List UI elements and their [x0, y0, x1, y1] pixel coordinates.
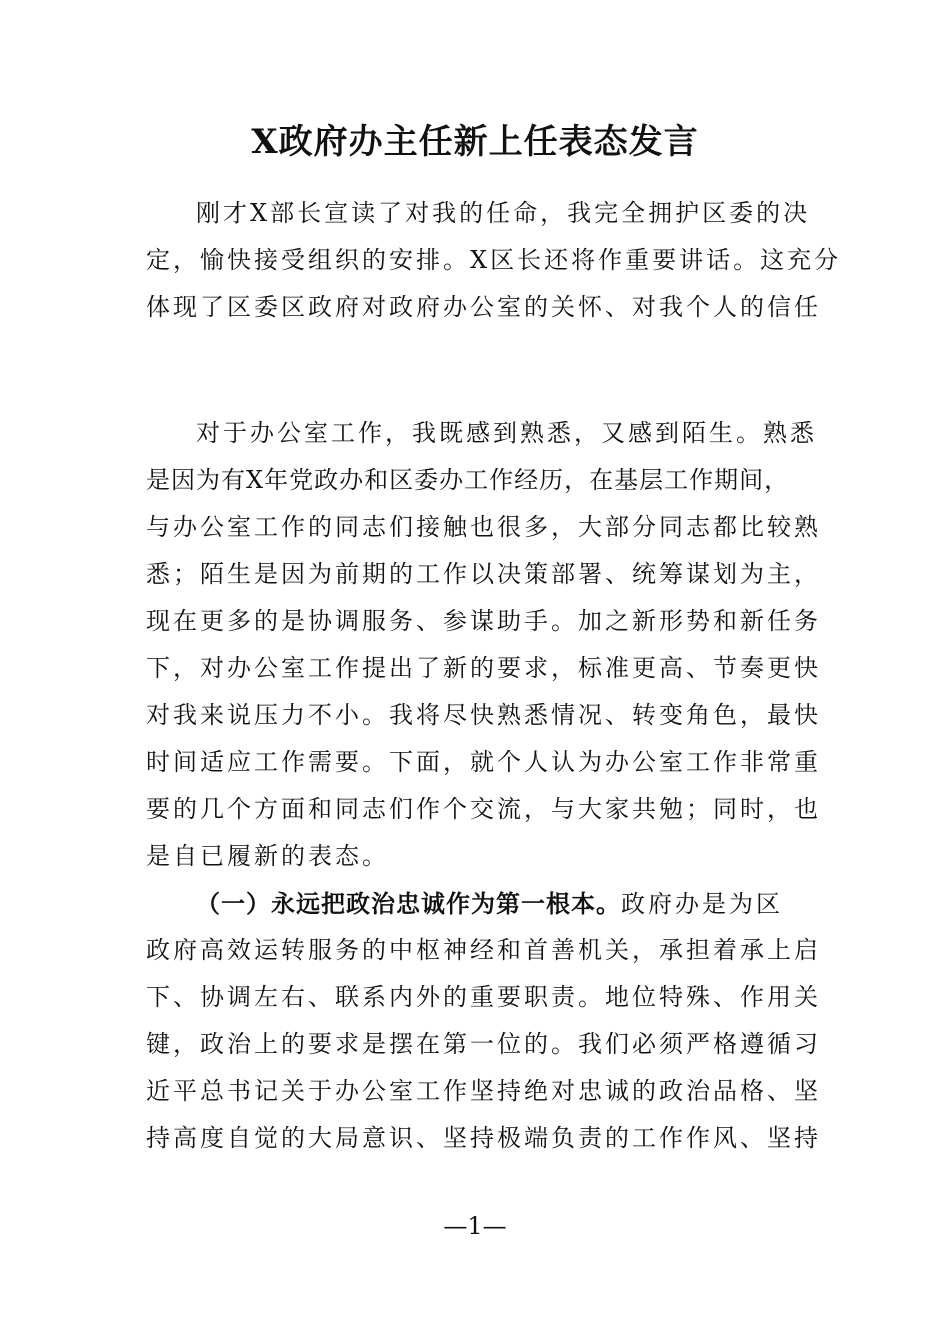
text-line: 下，对办公室工作提出了新的要求，标准更高、节奏更快 — [146, 654, 821, 682]
paragraph-appointment — [146, 190, 842, 331]
page-number: —1— — [443, 1212, 507, 1240]
text-line: 近平总书记关于办公室工作坚持绝对忠诚的政治品格、坚 — [146, 1077, 821, 1105]
text-line: 悉；陌生是因为前期的工作以决策部署、统筹谋划为主， — [146, 560, 821, 588]
section-text: 政府办是为区 — [621, 890, 783, 918]
text-line: 时间适应工作需要。下面，就个人认为办公室工作非常重 — [146, 748, 821, 776]
text-line: 与办公室工作的同志们接触也很多，大部分同志都比较熟 — [146, 513, 821, 541]
text-line: 要的几个方面和同志们作个交流，与大家共勉；同时，也 — [146, 795, 821, 823]
document-title: X政府办主任新上任表态发言 — [251, 122, 699, 162]
text-line: 刚才X部长宣读了对我的任命，我完全拥护区委的决 — [196, 199, 811, 227]
text-line: 键，政治上的要求是摆在第一位的。我们必须严格遵循习 — [146, 1030, 821, 1058]
text-line: 体现了区委区政府对政府办公室的关怀、对我个人的信任 — [146, 293, 821, 321]
text-line: 是因为有X年党政办和区委办工作经历，在基层工作期间， — [146, 466, 790, 494]
text-line: 定，愉快接受组织的安排。X区长还将作重要讲话。这充分 — [146, 246, 842, 274]
text-line: 对于办公室工作，我既感到熟悉，又感到陌生。熟悉 — [196, 419, 817, 447]
paragraph-office-work — [146, 410, 821, 1162]
text-line: 持高度自觉的大局意识、坚持极端负责的工作作风、坚持 — [146, 1124, 821, 1152]
section-one-first-line — [146, 880, 808, 927]
text-line: 现在更多的是协调服务、参谋助手。加之新形势和新任务 — [146, 607, 821, 635]
text-line: 下、协调左右、联系内外的重要职责。地位特殊、作用关 — [146, 983, 821, 1011]
text-line: 政府高效运转服务的中枢神经和首善机关，承担着承上启 — [146, 936, 821, 964]
text-line: 是自已履新的表态。 — [146, 842, 389, 870]
text-line: 对我来说压力不小。我将尽快熟悉情况、转变角色，最快 — [146, 701, 821, 729]
section-heading: （一）永远把政治忠诚作为第一根本。 — [196, 889, 621, 918]
